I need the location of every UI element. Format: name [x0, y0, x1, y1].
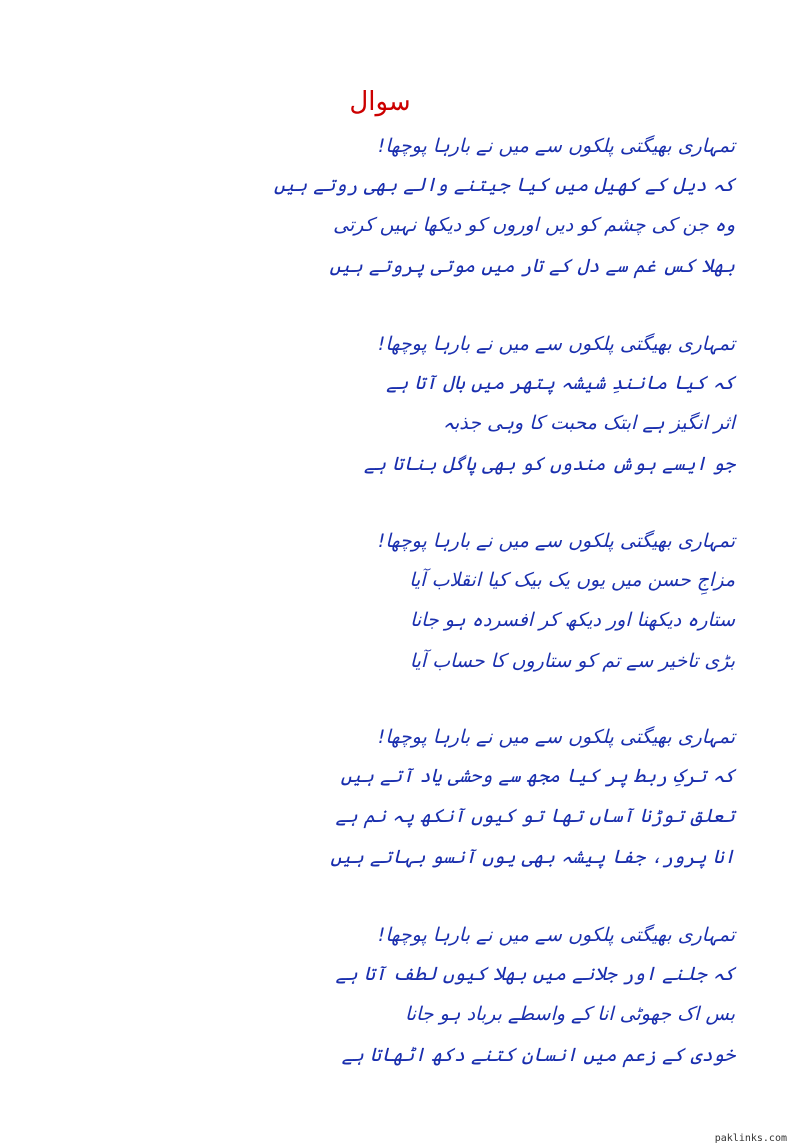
poem-line: کہ ترکِ ربط پر کیا مجھ سے وحشی یاد آتے ہیں: [340, 765, 735, 787]
poem-line: مزاجِ حسن میں یوں یک بیک کیا انقلاب آیا: [409, 569, 735, 591]
poem-line: اثر انگیز ہے ابتک محبت کا وہی جذبہ: [442, 412, 735, 434]
poem-line: کہ کیا مانندِ شیشہ پتھر میں بال آتا ہے: [386, 372, 735, 394]
poem-line: بڑی تاخیر سے تم کو ستاروں کا حساب آیا: [409, 650, 735, 672]
poem-line: تعلق توڑنا آساں تھا تو کیوں آنکھ پہ نم ہے: [335, 805, 735, 827]
poem-line: تمہاری بھیگتی پلکوں سے میں نے بارہا پوچھا!: [377, 530, 735, 552]
poem-line: جو ایسے ہوش مندوں کو بھی پاگل بناتا ہے: [363, 453, 735, 475]
site-footer: paklinks.com: [714, 1133, 787, 1144]
poem-line: انا پرور، جفا پیشہ بھی یوں آنسو بہاتے ہیں: [330, 846, 735, 868]
poem-line: وہ جن کی چشم کو دیں اوروں کو دیکھا نہیں کرتی: [333, 214, 735, 236]
poem-line: تمہاری بھیگتی پلکوں سے میں نے بارہا پوچھا!: [377, 333, 735, 355]
poem-line: تمہاری بھیگتی پلکوں سے میں نے بارہا پوچھا!: [377, 726, 735, 748]
poem-line: بس اک جھوٹی انا کے واسطے برباد ہو جانا: [404, 1003, 735, 1025]
poem-title: سوال: [349, 87, 411, 117]
poem-line: ستارہ دیکھنا اور دیکھ کر افسردہ ہو جانا: [410, 609, 735, 631]
poem-line: تمہاری بھیگتی پلکوں سے میں نے بارہا پوچھا!: [377, 924, 735, 946]
poem-line: بھلا کس غم سے دل کے تار میں موتی پروتے ہیں: [329, 255, 735, 277]
poem-line: کہ دیل کے کھیل میں کیا جیتنے والے بھی روتے ہیں: [273, 174, 735, 196]
poem-line: خودی کے زعم میں انسان کتنے دکھ اٹھاتا ہے: [341, 1044, 735, 1066]
poem-line: تمہاری بھیگتی پلکوں سے میں نے بارہا پوچھا!: [377, 135, 735, 157]
poem-line: کہ جلنے اور جلانے میں بھلا کیوں لطف آتا ہے: [335, 963, 735, 985]
